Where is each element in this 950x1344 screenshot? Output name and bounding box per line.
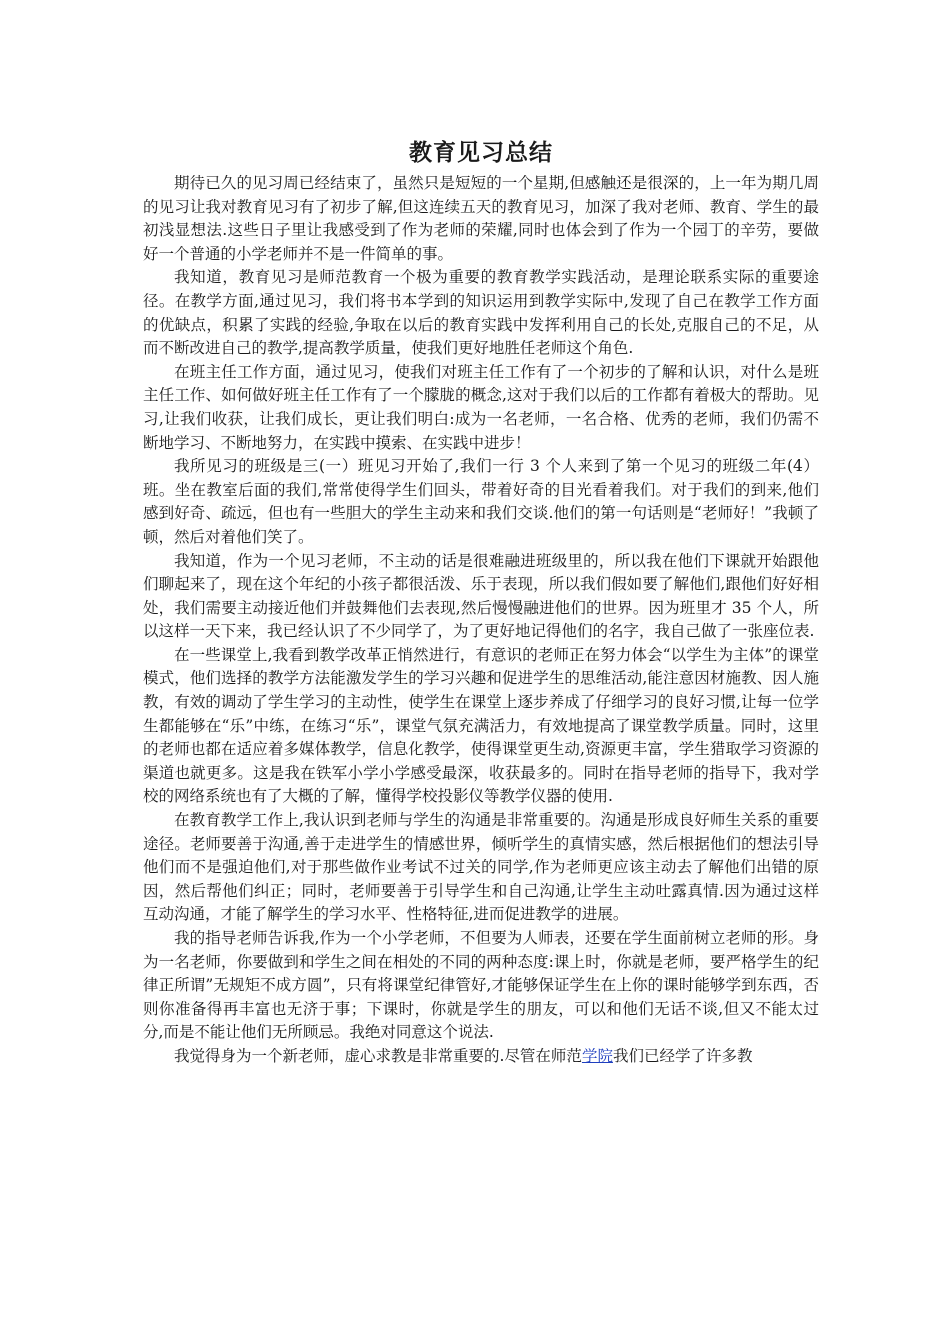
paragraph-5: 我知道，作为一个见习老师，不主动的话是很难融进班级里的，所以我在他们下课就开始跟他们聊起来了，现在这个年纪的小孩子都很活泼、乐于表现，所以我们假如要了解他们,跟他们好好相处，我们需要主动接近他们并鼓舞他们去表现,然后慢慢融进他们的世界。因为班里才 35 个人，所以这样一天下来，我已经认识了不少同学了，为了更好地记得他们的名字，我自己做了一张座位表.	[143, 551, 819, 641]
paragraph-7: 在教育教学工作上,我认识到老师与学生的沟通是非常重要的。沟通是形成良好师生关系的重要途径。老师要善于沟通,善于走进学生的情感世界，倾听学生的真情实感，然后根据他们的想法引导他们而不是强迫他们,对于那些做作业考试不过关的同学,作为老师更应该主动去了解他们出错的原因，然后帮他们纠正；同时，老师要善于引导学生和自己沟通,让学生主动吐露真情.因为通过这样互动沟通，才能了解学生的学习水平、性格特征,进而促进教学的进展。	[143, 811, 819, 924]
document-page	[143, 124, 819, 1069]
paragraph-2: 我知道，教育见习是师范教育一个极为重要的教育教学实践活动，是理论联系实际的重要途径。在教学方面,通过见习，我们将书本学到的知识运用到教学实际中,发现了自己在教学工作方面的优缺点，积累了实践的经验,争取在以后的教育实践中发挥利用自己的长处,克服自己的不足，从而不断改进自己的教学,提高教学质量，使我们更好地胜任老师这个角色.	[143, 268, 819, 358]
paragraph-8: 我的指导老师告诉我,作为一个小学老师，不但要为人师表，还要在学生面前树立老师的形。身为一名老师，你要做到和学生之间在相处的不同的两种态度:课上时，你就是老师，要严格学生的纪律正所谓”无规矩不成方圆”，只有将课堂纪律管好,才能够保证学生在上你的课时能够学到东西，否则你准备得再丰富也无济于事；下课时，你就是学生的朋友，可以和他们无话不谈,但又不能太过分,而是不能让他们无所顾忌。我绝对同意这个说法.	[143, 929, 819, 1042]
paragraph-9-text-after: 我们已经学了许多教	[612, 1046, 753, 1065]
paragraph-4: 我所见习的班级是三(一）班见习开始了,我们一行 3 个人来到了第一个见习的班级二年(4）班。坐在教室后面的我们,常常使得学生们回头，带着好奇的目光看着我们。对于我们的到来,他们感到好奇、疏远，但也有一些胆大的学生主动来和我们交谈.他们的第一句话则是“老师好！”我顿了顿，然后对着他们笑了。	[143, 457, 819, 546]
paragraph-3: 在班主任工作方面，通过见习，使我们对班主任工作有了一个初步的了解和认识，对什么是班主任工作、如何做好班主任工作有了一个朦胧的概念,这对于我们以后的工作都有着极大的帮助。见习,让我们收获，让我们成长，更让我们明白:成为一名老师，一名合格、优秀的老师，我们仍需不断地学习、不断地努力，在实践中摸索、在实践中进步！	[143, 362, 819, 452]
document-title: 教育见习总结	[409, 140, 553, 166]
paragraph-6: 在一些课堂上,我看到教学改革正悄然进行，有意识的老师正在努力体会“以学生为主体”的课堂模式，他们选择的教学方法能激发学生的学习兴趣和促进学生的思维活动,能注意因材施教、因人施教，有效的调动了学生学习的主动性，使学生在课堂上逐步养成了仔细学习的良好习惯,让每一位学生都能够在“乐”中练，在练习“乐”，课堂气氛充满活力，有效地提高了课堂教学质量。同时，这里的老师也都在适应着多媒体教学，信息化教学，使得课堂更生动,资源更丰富，学生猎取学习资源的渠道也就更多。这是我在铁军小学小学感受最深，收获最多的。同时在指导老师的指导下，我对学校的网络系统也有了大概的了解，懂得学校投影仪等教学仪器的使用.	[143, 645, 819, 806]
college-link[interactable]: 学院	[581, 1046, 613, 1065]
paragraph-9	[143, 1045, 819, 1069]
paragraph-9-text-before: 我觉得身为一个新老师，虚心求教是非常重要的.尽管在师范	[174, 1046, 582, 1065]
paragraph-1: 期待已久的见习周已经结束了，虽然只是短短的一个星期,但感触还是很深的，上一年为期几周的见习让我对教育见习有了初步了解,但这连续五天的教育见习，加深了我对老师、教育、学生的最初浅显想法.这些日子里让我感受到了作为老师的荣耀,同时也体会到了作为一个园丁的辛劳，要做好一个普通的小学老师并不是一件简单的事。	[143, 174, 819, 263]
